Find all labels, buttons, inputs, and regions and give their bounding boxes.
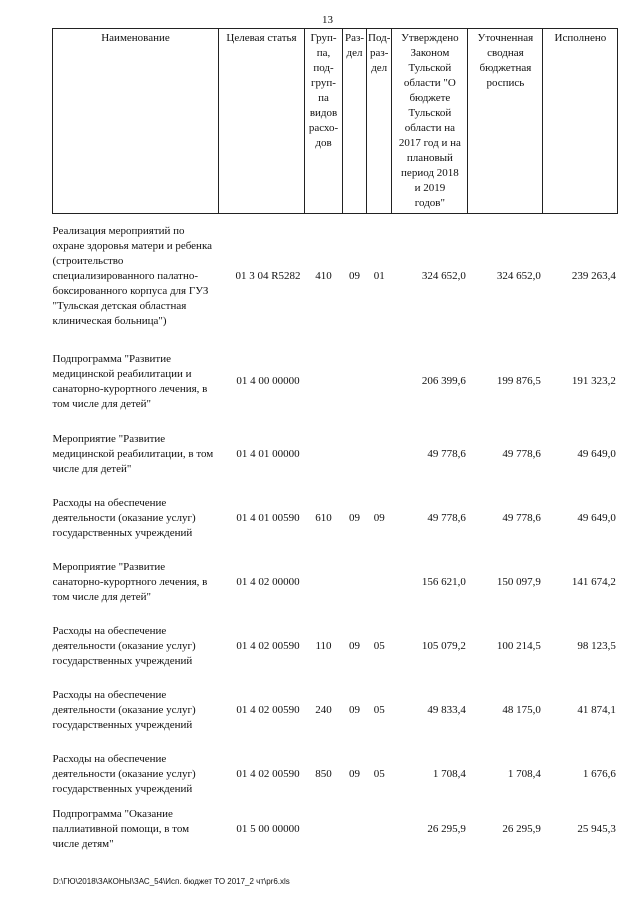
table-row xyxy=(53,679,618,743)
row-executed: 239 263,4 xyxy=(571,269,616,282)
row-name: Расходы на обеспечение деятельности (оказание услуг) государственных учреждений xyxy=(52,689,196,731)
row-target: 01 4 02 00590 xyxy=(236,768,300,780)
row-refined: 49 778,6 xyxy=(502,511,541,524)
row-target: 01 4 02 00000 xyxy=(236,576,300,588)
row-approved: 49 833,4 xyxy=(427,704,466,716)
row-refined: 48 175,0 xyxy=(502,704,541,716)
row-subsection xyxy=(367,807,392,853)
table-row xyxy=(53,425,618,485)
row-group xyxy=(305,552,343,614)
row-executed: 25 945,3 xyxy=(577,823,616,835)
row-section xyxy=(343,425,367,485)
row-executed: 98 123,5 xyxy=(577,639,616,652)
row-section: 09 xyxy=(349,511,360,524)
header-subsection: Под- раз- дел xyxy=(367,29,392,214)
row-name: Мероприятие "Развитие медицинской реабилитации, в том числе для детей" xyxy=(52,433,214,475)
row-approved: 1 708,4 xyxy=(432,768,466,780)
header-approved: Утверждено Законом Тульской области "О бюджете Тульской области на 2017 год и на плановый период 2018 и 2019 годов" xyxy=(392,29,468,214)
row-executed: 49 649,0 xyxy=(577,511,616,524)
header-refined: Уточненная сводная бюджетная роспись xyxy=(468,29,543,214)
row-section: 09 xyxy=(349,704,360,716)
row-refined: 100 214,5 xyxy=(496,639,541,652)
row-group: 610 xyxy=(315,511,332,524)
row-group: 850 xyxy=(315,768,332,780)
header-section: Раз- дел xyxy=(343,29,367,214)
header-target: Целевая статья xyxy=(219,29,305,214)
row-name: Мероприятие "Развитие санаторно-курортного лечения, в том числе для детей" xyxy=(52,561,208,603)
row-approved: 26 295,9 xyxy=(427,823,466,835)
row-subsection: 09 xyxy=(373,511,385,524)
table-row xyxy=(53,743,618,807)
row-executed: 41 874,1 xyxy=(577,704,616,716)
row-target: 01 4 01 00590 xyxy=(236,511,300,524)
row-group: 110 xyxy=(315,639,332,652)
row-refined: 49 778,6 xyxy=(502,448,541,460)
row-name: Расходы на обеспечение деятельности (оказание услуг) государственных учреждений xyxy=(52,496,196,539)
row-target: 01 4 02 00590 xyxy=(236,639,300,652)
row-name: Подпрограмма "Оказание паллиативной помощи, в том числе детям" xyxy=(52,808,190,850)
row-refined: 199 876,5 xyxy=(496,375,541,387)
page-number: 13 xyxy=(322,14,333,26)
row-executed: 49 649,0 xyxy=(577,448,616,460)
row-approved: 156 621,0 xyxy=(421,576,466,588)
row-refined: 26 295,9 xyxy=(502,823,541,835)
row-name: Расходы на обеспечение деятельности (оказание услуг) государственных учреждений xyxy=(52,753,196,795)
row-subsection xyxy=(367,552,392,614)
header-group: Груп- па, под- груп- па видов расхо- дов xyxy=(305,29,343,214)
row-target: 01 4 02 00590 xyxy=(236,704,300,716)
row-name: Расходы на обеспечение деятельности (оказание услуг) государственных учреждений xyxy=(52,624,196,667)
row-target: 01 3 04 R5282 xyxy=(235,269,301,282)
table-row xyxy=(53,485,618,552)
row-executed: 141 674,2 xyxy=(571,576,616,588)
row-group xyxy=(305,425,343,485)
row-section xyxy=(343,552,367,614)
row-approved: 49 778,6 xyxy=(427,448,466,460)
table-row xyxy=(53,339,618,425)
row-section: 09 xyxy=(349,639,360,652)
row-group: 240 xyxy=(315,704,332,716)
row-approved: 206 399,6 xyxy=(421,375,466,387)
row-approved: 49 778,6 xyxy=(427,511,466,524)
row-section: 09 xyxy=(349,768,360,780)
row-executed: 1 676,6 xyxy=(582,768,616,780)
table-row xyxy=(53,214,618,339)
budget-table xyxy=(52,28,618,853)
row-refined: 150 097,9 xyxy=(496,576,541,588)
row-executed: 191 323,2 xyxy=(571,375,616,387)
header-executed: Исполнено xyxy=(543,29,618,214)
row-section xyxy=(343,339,367,425)
row-subsection: 01 xyxy=(373,269,385,282)
row-target: 01 4 00 00000 xyxy=(236,375,300,387)
row-group xyxy=(305,807,343,853)
row-group: 410 xyxy=(315,269,332,282)
row-name: Реализация мероприятий по охране здоровья матери и ребенка (строительство специализированного палатно-боксированного корпуса для ГУЗ "Тульская детская областная клиническая больница") xyxy=(52,224,212,327)
row-subsection xyxy=(367,339,392,425)
table-header-row xyxy=(53,29,618,214)
row-subsection: 05 xyxy=(373,768,385,780)
table-row xyxy=(53,614,618,679)
row-target: 01 5 00 00000 xyxy=(236,823,300,835)
table-row xyxy=(53,552,618,614)
table-row xyxy=(53,807,618,853)
row-section: 09 xyxy=(349,269,360,282)
header-name: Наименование xyxy=(53,29,219,214)
row-subsection: 05 xyxy=(373,639,385,652)
row-refined: 324 652,0 xyxy=(496,269,541,282)
row-subsection: 05 xyxy=(373,704,385,716)
row-approved: 324 652,0 xyxy=(421,269,466,282)
row-group xyxy=(305,339,343,425)
file-path-footer: D:\ГЮ\2018\ЗАКОНЫ\ЗАС_54\Исп. бюджет ТО 2017_2 чт\pr6.xls xyxy=(53,877,290,886)
row-refined: 1 708,4 xyxy=(507,768,541,780)
row-target: 01 4 01 00000 xyxy=(236,448,300,460)
row-name: Подпрограмма "Развитие медицинской реабилитации и санаторно-курортного лечения, в том числе для детей" xyxy=(52,352,208,410)
row-approved: 105 079,2 xyxy=(421,639,466,652)
row-section xyxy=(343,807,367,853)
row-subsection xyxy=(367,425,392,485)
